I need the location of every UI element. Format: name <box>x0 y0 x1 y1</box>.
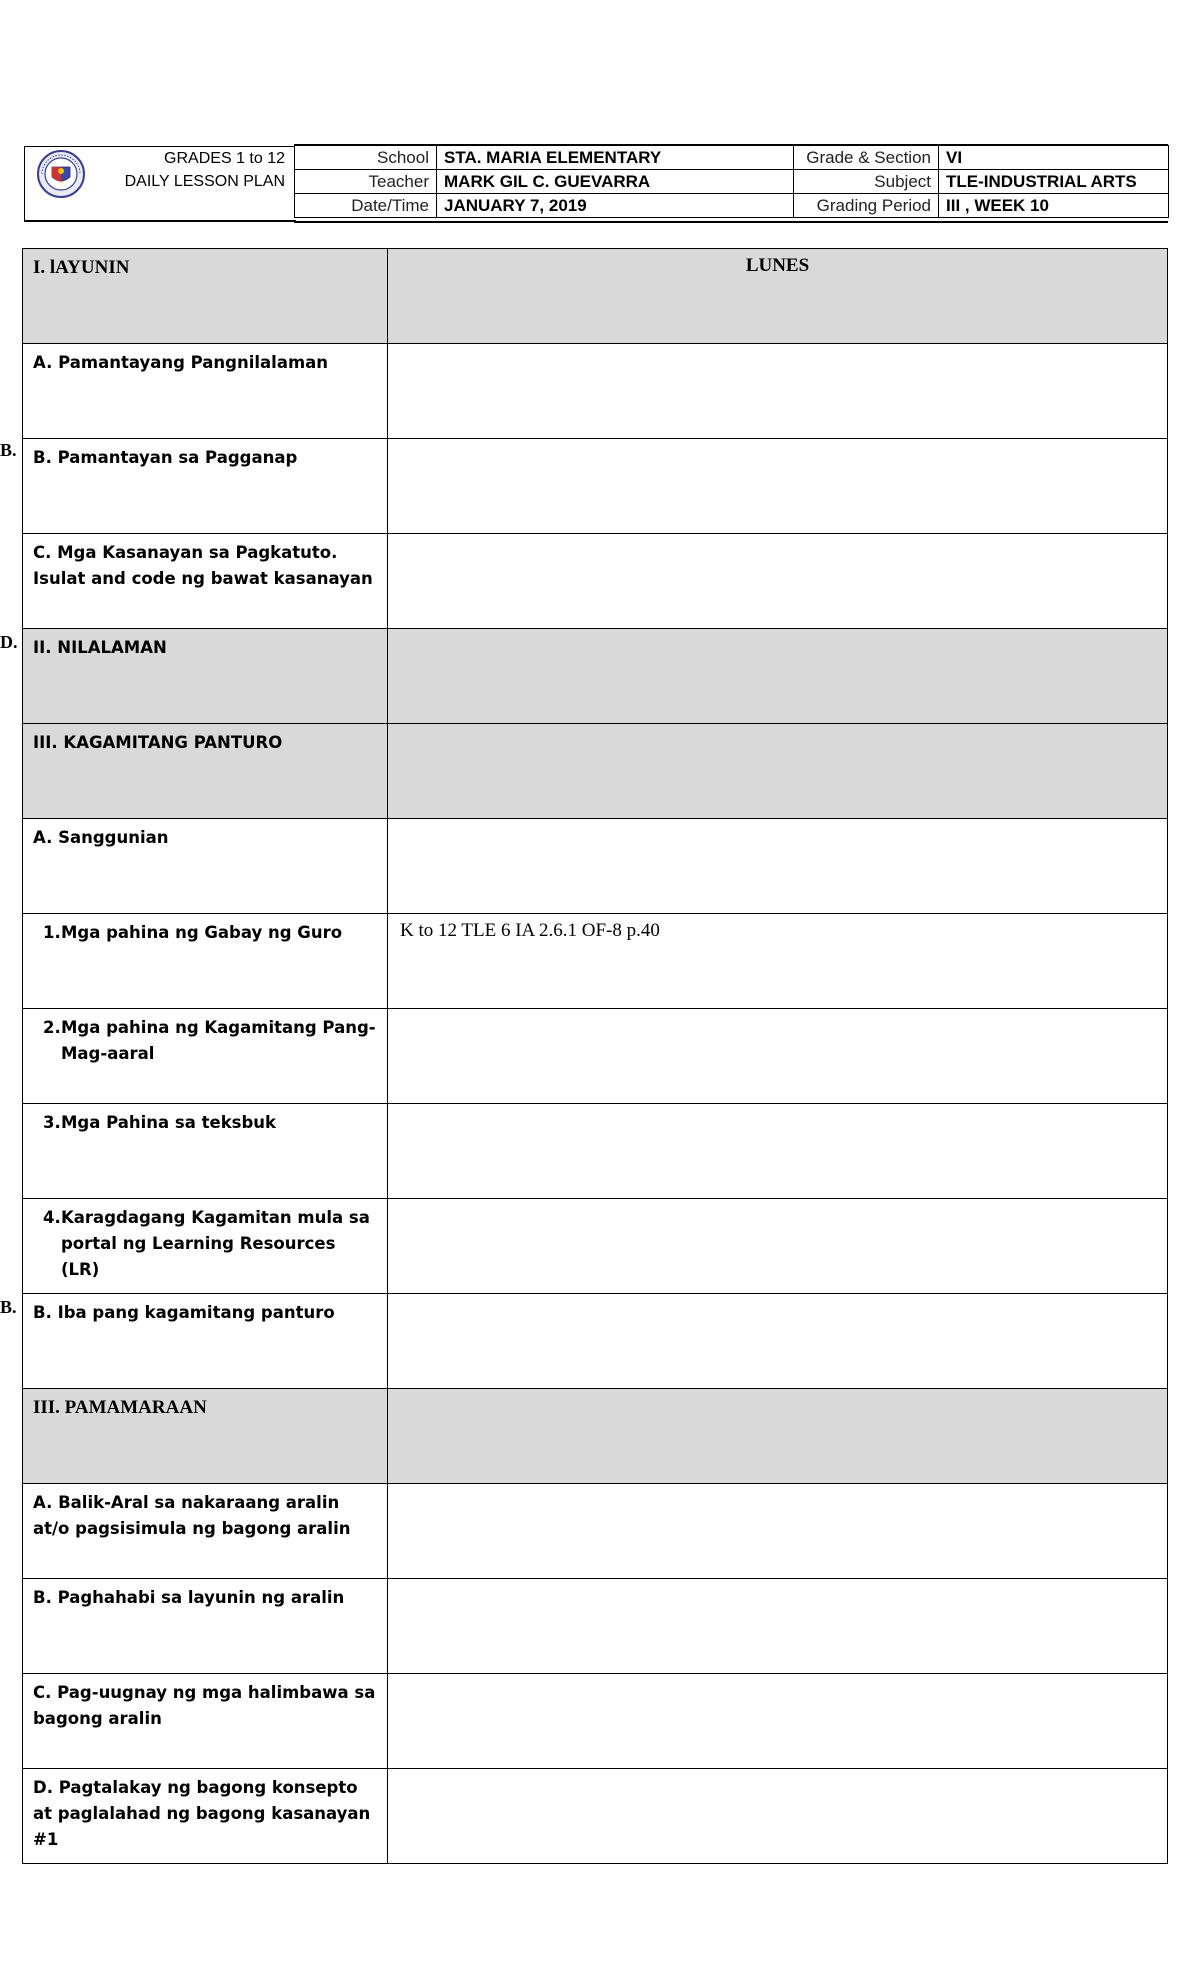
row-content[interactable] <box>388 1769 1168 1864</box>
row-content[interactable] <box>388 344 1168 439</box>
pamamaraan-heading: III. PAMAMARAAN <box>23 1389 388 1484</box>
table-row <box>23 1389 1168 1484</box>
header-info-table <box>294 145 1169 218</box>
layunin-heading: I. lAYUNIN <box>23 249 388 344</box>
table-row <box>23 1484 1168 1579</box>
grade-section-label: Grade & Section <box>794 146 939 170</box>
row-content[interactable] <box>388 439 1168 534</box>
school-value: STA. MARIA ELEMENTARY <box>437 146 794 170</box>
header-row-school <box>295 146 1169 170</box>
row-content[interactable] <box>388 1484 1168 1579</box>
kagamitang-panturo-heading: III. KAGAMITANG PANTURO <box>23 724 388 819</box>
divider <box>294 221 1168 223</box>
subject-label: Subject <box>794 170 939 194</box>
row-label-text: Mga pahina ng Gabay ng Guro <box>61 923 343 942</box>
row-number: 4. <box>43 1208 61 1227</box>
table-row <box>23 344 1168 439</box>
date-time-value: JANUARY 7, 2019 <box>437 194 794 218</box>
table-row <box>23 534 1168 629</box>
side-mark: D. <box>0 632 18 652</box>
row-label: B. Iba pang kagamitang panturo <box>23 1294 388 1389</box>
row-content[interactable] <box>388 629 1168 724</box>
row-label <box>23 1199 388 1294</box>
table-row <box>23 1674 1168 1769</box>
row-content[interactable] <box>388 1294 1168 1389</box>
table-row <box>23 914 1168 1009</box>
date-time-label: Date/Time <box>295 194 437 218</box>
subject-value: TLE-INDUSTRIAL ARTS <box>939 170 1169 194</box>
header-row-teacher <box>295 170 1169 194</box>
lesson-plan-table <box>22 248 1168 1864</box>
table-row <box>23 1009 1168 1104</box>
table-row <box>23 1294 1168 1389</box>
row-label: C. Mga Kasanayan sa Pagkatuto. Isulat and code ng bawat kasanayan <box>23 534 388 629</box>
school-label: School <box>295 146 437 170</box>
row-label <box>23 1104 388 1199</box>
row-content[interactable] <box>388 1199 1168 1294</box>
table-row <box>23 1579 1168 1674</box>
table-row <box>23 1104 1168 1199</box>
table-row <box>23 724 1168 819</box>
row-label: B. Pamantayan sa Pagganap <box>23 439 388 534</box>
header-row-date <box>295 194 1169 218</box>
grading-period-value: III , WEEK 10 <box>939 194 1169 218</box>
row-content[interactable] <box>388 819 1168 914</box>
row-label-text: Mga pahina ng Kagamitang Pang-Mag-aaral <box>61 1018 376 1063</box>
row-label <box>23 1009 388 1104</box>
teacher-label: Teacher <box>295 170 437 194</box>
grade-section-value: VI <box>939 146 1169 170</box>
row-content[interactable] <box>388 724 1168 819</box>
row-label: D. Pagtalakay ng bagong konsepto at paglalahad ng bagong kasanayan #1 <box>23 1769 388 1864</box>
teacher-value: MARK GIL C. GUEVARRA <box>437 170 794 194</box>
row-content[interactable] <box>388 534 1168 629</box>
row-number: 3. <box>43 1113 61 1132</box>
grading-period-label: Grading Period <box>794 194 939 218</box>
table-row <box>23 1199 1168 1294</box>
side-mark: B. <box>0 440 17 460</box>
row-content[interactable] <box>388 1579 1168 1674</box>
row-label-text: Karagdagang Kagamitan mula sa portal ng Learning Resources (LR) <box>61 1208 370 1279</box>
table-row <box>23 629 1168 724</box>
row-number: 2. <box>43 1018 61 1037</box>
row-content[interactable] <box>388 1009 1168 1104</box>
row-label <box>23 914 388 1009</box>
header-title-line1: GRADES 1 to 12 <box>164 150 285 167</box>
side-mark: B. <box>0 1297 17 1317</box>
table-row <box>23 439 1168 534</box>
day-heading-lunes: LUNES <box>388 249 1168 344</box>
nilalaman-heading: II. NILALAMAN <box>23 629 388 724</box>
row-number: 1. <box>43 923 61 942</box>
table-row <box>23 1769 1168 1864</box>
row-label: A. Balik-Aral sa nakaraang aralin at/o pagsisimula ng bagong aralin <box>23 1484 388 1579</box>
row-content[interactable] <box>388 1389 1168 1484</box>
deped-seal-logo <box>36 149 86 199</box>
row-label: A. Sanggunian <box>23 819 388 914</box>
row-label: A. Pamantayang Pangnilalaman <box>23 344 388 439</box>
table-row <box>23 249 1168 344</box>
row-label: C. Pag-uugnay ng mga halimbawa sa bagong aralin <box>23 1674 388 1769</box>
row-content[interactable]: K to 12 TLE 6 IA 2.6.1 OF-8 p.40 <box>388 914 1168 1009</box>
divider <box>24 220 296 222</box>
row-label-text: Mga Pahina sa teksbuk <box>61 1113 277 1132</box>
header-title-line2: DAILY LESSON PLAN <box>124 173 285 190</box>
row-label: B. Paghahabi sa layunin ng aralin <box>23 1579 388 1674</box>
row-content[interactable] <box>388 1104 1168 1199</box>
row-content[interactable] <box>388 1674 1168 1769</box>
table-row <box>23 819 1168 914</box>
